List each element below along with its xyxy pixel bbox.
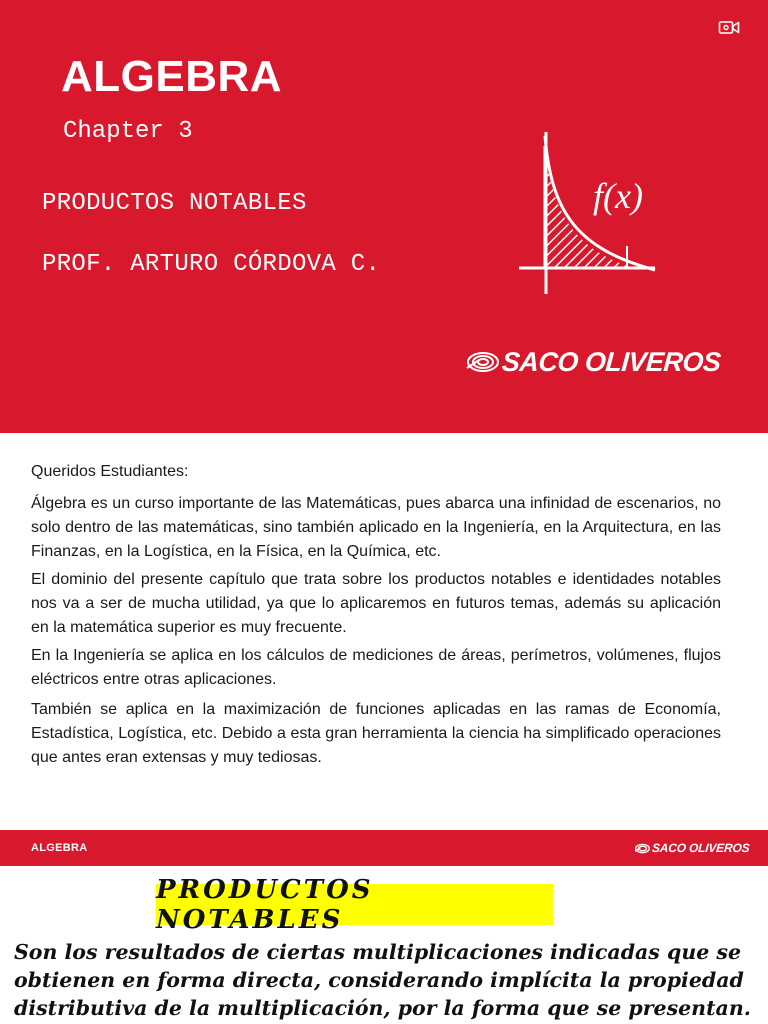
- section-heading: PRODUCTOS NOTABLES: [156, 874, 374, 935]
- letter-paragraph: En la Ingeniería se aplica en los cálculos de mediciones de áreas, perímetros, volúmenes, flujos eléctricos entre otras aplicaciones.: [31, 647, 721, 688]
- topic-title: PRODUCTOS NOTABLES: [42, 190, 307, 217]
- footer-logo-text: SACO OLIVEROS: [651, 841, 750, 855]
- chapter-label: Chapter 3: [63, 118, 193, 145]
- video-camera-icon[interactable]: [718, 19, 740, 36]
- function-label: f(x): [593, 176, 643, 216]
- function-graph-icon: [515, 128, 665, 298]
- footer-course-label: ALGEBRA: [31, 842, 88, 854]
- letter-paragraph: El dominio del presente capítulo que trata sobre los productos notables e identidades notables nos va a ser de mucha utilidad, ya que lo aplicaremos en futuros temas, además su aplicación en la matemática superior es muy frecuente.: [31, 571, 721, 636]
- letter-body: [31, 460, 721, 774]
- letter-paragraph: Álgebra es un curso importante de las Matemáticas, pues abarca una infinidad de escenarios, no solo dentro de las matemáticas, sino también aplicado en la Ingeniería, en la Arquitectura, en las Finanzas, en la Logística, en la Física, en la Química, etc.: [31, 495, 721, 560]
- letter-paragraph: También se aplica en la maximización de funciones aplicadas en las ramas de Economía, Estadística, Logística, etc. Debido a esta gran herramienta la ciencia ha simplificado operaciones que antes eran extensas y muy tediosas.: [31, 701, 721, 766]
- saco-oliveros-swirl-icon: [465, 350, 499, 374]
- cover-slide: [0, 0, 768, 433]
- logo-text: SACO OLIVEROS: [500, 346, 722, 377]
- professor-name: PROF. ARTURO CÓRDOVA C.: [42, 251, 381, 278]
- saco-oliveros-swirl-icon: [634, 843, 650, 854]
- letter-greeting: Queridos Estudiantes:: [31, 463, 189, 480]
- section-definition: Son los resultados de ciertas multiplicaciones indicadas que se obtienen en forma directa, considerando implícita la propiedad distributiva de la multiplicación, por la forma que se presentan.: [14, 940, 751, 1020]
- footer-band: [0, 830, 768, 866]
- section-heading-highlight: [156, 874, 553, 935]
- cover-title: ALGEBRA: [61, 52, 283, 101]
- footer-logo: [634, 841, 749, 855]
- saco-oliveros-logo: [465, 344, 721, 380]
